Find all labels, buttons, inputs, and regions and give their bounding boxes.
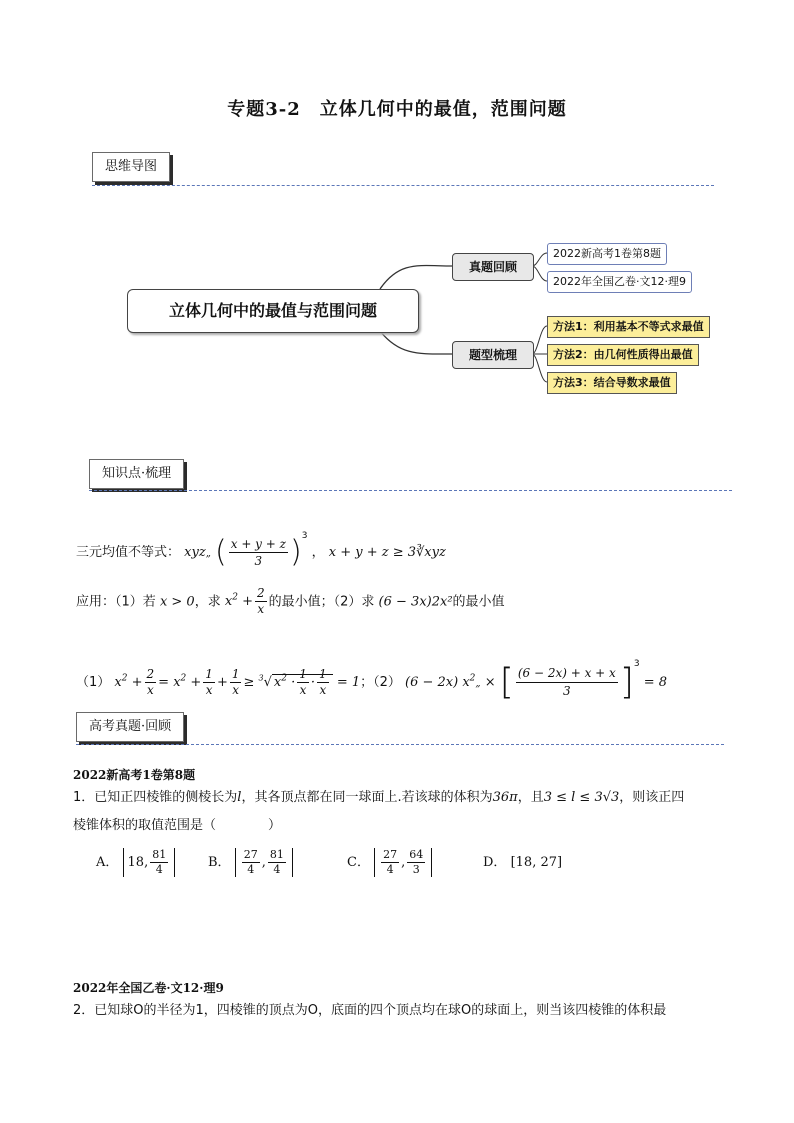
problem-2-text: 2．已知球O的半径为1，四棱锥的顶点为O，底面的四个顶点均在球O的球面上，则当该四棱锥的体积最 xyxy=(73,1003,667,1018)
mindmap-leaf-item: 2022新高考1卷第8题 xyxy=(547,243,667,265)
problem-1-text xyxy=(73,786,684,805)
application-q1-condition: x > 0 xyxy=(159,594,195,610)
problem-1-volume: 36π xyxy=(492,790,518,805)
section-tab-knowledge: 知识点·梳理 xyxy=(89,459,184,489)
choice-d[interactable] xyxy=(483,846,562,880)
choice-a-label: A． xyxy=(96,855,119,870)
section-tab-mindmap: 思维导图 xyxy=(92,152,170,182)
page-title: 专题3-2 立体几何中的最值，范围问题 xyxy=(227,99,567,120)
am-gm-rhs: x + y + z ≥ 3∛xyz xyxy=(328,545,446,560)
solution-result-1: = 1 xyxy=(336,675,361,690)
problem-1-text-d: ，则该正四 xyxy=(619,790,685,805)
problem-1-text-b: ，其各顶点都在同一球面上.若该球的体积为 xyxy=(241,790,493,805)
mindmap-branch-review: 真题回顾 xyxy=(452,253,534,281)
problem-1-text-c: ，且 xyxy=(517,790,544,805)
am-gm-separator: ， xyxy=(311,545,325,560)
problem-2-source: 2022年全国乙卷·文12·理9 xyxy=(73,981,224,995)
choice-c[interactable]: C． $\frac{27}{4}$ , $\frac{64}{3}$ xyxy=(347,846,432,880)
section-tab-exam: 高考真题·回顾 xyxy=(76,712,184,742)
mindmap-method-item: 方法1：利用基本不等式求最值 xyxy=(547,316,710,338)
mindmap-method-item: 方法2：由几何性质得出最值 xyxy=(547,344,699,366)
problem-1-text-line2: 棱锥体积的取值范围是（ ） xyxy=(73,818,282,833)
application-q2-end: 的最小值 xyxy=(452,594,505,610)
mindmap-method-item: 方法3：结合导数求最值 xyxy=(547,372,677,394)
divider-knowledge xyxy=(89,490,732,491)
divider-exam xyxy=(76,744,724,745)
mindmap-leaf-item: 2022年全国乙卷·文12·理9 xyxy=(547,271,692,293)
choice-a[interactable]: A． 18, $\frac{81}{4}$ xyxy=(96,846,175,880)
problem-1-text-a: 1．已知正四棱锥的侧棱长为 xyxy=(73,790,238,805)
am-gm-fraction: $\frac{x + y + z}{3}$ xyxy=(230,537,286,568)
choice-d-value: [18, 27] xyxy=(510,855,563,870)
problem-1-range: 3 ≤ l ≤ 3√3 xyxy=(543,790,620,805)
solution-label-2: ；（2） xyxy=(360,675,401,690)
application-q2-expr: (6 − 3x)2x² xyxy=(378,594,453,610)
problem-1-source: 2022新高考1卷第8题 xyxy=(73,768,196,782)
choice-b[interactable]: B． $\frac{27}{4}$ , $\frac{81}{4}$ xyxy=(208,846,293,880)
application-label: 应用： xyxy=(76,594,116,610)
am-gm-lhs: xyz xyxy=(184,545,206,560)
mindmap-branch-types: 题型梳理 xyxy=(452,341,534,369)
solution-result-2: = 8 xyxy=(643,675,668,690)
choice-d-label: D． xyxy=(483,855,507,870)
application-q2: （2）求 xyxy=(333,594,375,610)
application-q1-find: ，求 xyxy=(194,594,221,610)
solution-label-1: （1） xyxy=(76,675,111,690)
am-gm-line: 三元均值不等式： xyz„ ( $\frac{x + y + z}{3}$ )$^3$ ， x + y + z ≥ 3∛xyz xyxy=(76,531,446,570)
choice-c-label: C． xyxy=(347,855,370,870)
application-q1: （1）若 xyxy=(115,594,156,610)
solution-line: （1） $x^2$ + $\frac{2}{x}$ = $x^2$ + $\frac{1}{x}$ + $\frac{1}{x}$ ≥ $^3$√ $x^2$ · $\frac{1}{x}$ · $\frac{1}{x}$ = 1；（2） (6 − 2x) $x^2„$ × [ $\frac{(6 - 2x) + x + x}{3}$ ]$^3$ = 8 xyxy=(76,659,668,703)
problem-1-var-l: l xyxy=(237,790,242,805)
mindmap-root: 立体几何中的最值与范围问题 xyxy=(127,289,419,333)
choice-b-label: B． xyxy=(208,855,231,870)
am-gm-label: 三元均值不等式： xyxy=(76,545,181,560)
application-q1-end: 的最小值； xyxy=(268,594,334,610)
application-line: 应用：（1）若 x > 0，求 $x^2$ + $\frac{2}{x}$ 的最小值；（2）求 (6 − 3x)2x²的最小值 xyxy=(76,586,505,617)
